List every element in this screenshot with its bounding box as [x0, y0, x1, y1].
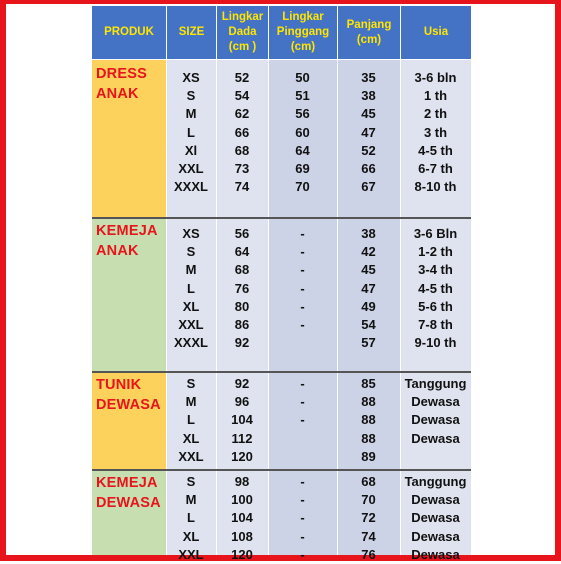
cell-panjang: 42	[361, 244, 376, 260]
cell-pinggang: -	[300, 244, 305, 260]
cell-dada: 92	[234, 376, 250, 391]
cell-size: XXXL	[174, 335, 208, 351]
cell-panjang: 47	[361, 280, 376, 296]
cell-dada: 74	[234, 179, 250, 195]
table-row	[166, 142, 471, 160]
cell-usia: Dewasa	[411, 546, 460, 562]
cell-pinggang	[268, 430, 337, 448]
cell-panjang: 52	[361, 142, 376, 158]
table-row	[166, 334, 471, 352]
cell-dada: 112	[231, 430, 253, 446]
table-row	[166, 87, 471, 105]
header-lingkar-dada: Lingkar Dada (cm )	[221, 11, 264, 53]
cell-size: XS	[182, 70, 200, 85]
table-row	[166, 430, 471, 448]
cell-panjang: 38	[361, 88, 376, 104]
cell-pinggang: -	[300, 492, 305, 508]
header-usia: Usia	[423, 26, 449, 38]
cell-size: L	[187, 280, 195, 296]
product-name: KEMEJA DEWASA	[96, 475, 161, 511]
cell-dada: 104	[231, 510, 253, 526]
cell-usia: 4-5 th	[418, 280, 453, 296]
cell-dada: 96	[234, 394, 250, 410]
cell-pinggang: -	[300, 528, 305, 544]
table-row	[166, 160, 471, 178]
table-row	[166, 316, 471, 334]
cell-dada: 68	[234, 262, 250, 278]
cell-pinggang: -	[300, 226, 305, 241]
cell-panjang: 89	[361, 448, 376, 464]
cell-dada: 56	[234, 226, 250, 241]
cell-panjang: 88	[361, 412, 376, 428]
cell-pinggang: -	[300, 280, 305, 296]
cell-pinggang: 69	[295, 161, 310, 176]
cell-usia: 3 th	[423, 124, 448, 140]
cell-panjang: 45	[361, 106, 376, 122]
table-row	[166, 280, 471, 298]
table-row	[166, 178, 471, 196]
cell-panjang: 85	[361, 376, 376, 391]
cell-usia: 3-4 th	[418, 262, 453, 278]
cell-pinggang: 50	[295, 70, 310, 85]
header-panjang: Panjang (cm)	[346, 18, 392, 46]
cell-panjang: 38	[361, 226, 376, 241]
table-row	[166, 69, 471, 87]
cell-dada: 108	[231, 528, 253, 544]
cell-dada: 54	[234, 88, 250, 104]
cell-usia: 1-2 th	[418, 244, 453, 260]
cell-dada: 76	[234, 280, 250, 296]
cell-panjang: 49	[361, 298, 376, 314]
cell-pinggang: -	[300, 474, 305, 489]
cell-size: L	[187, 124, 195, 140]
size-chart-table	[92, 6, 471, 562]
cell-size: XXL	[178, 317, 204, 332]
cell-panjang: 35	[361, 70, 376, 85]
product-name: TUNIK DEWASA	[96, 377, 161, 413]
cell-usia: Dewasa	[411, 394, 460, 410]
table-row	[166, 411, 471, 429]
table-row	[166, 546, 471, 564]
cell-usia: 4-5 th	[418, 142, 453, 158]
cell-size: XXL	[178, 161, 204, 176]
cell-dada: 86	[234, 317, 250, 332]
cell-dada: 120	[231, 546, 253, 562]
cell-pinggang: -	[300, 412, 305, 428]
cell-usia: Dewasa	[411, 412, 460, 428]
cell-usia: 2 th	[423, 106, 448, 122]
table-row	[166, 473, 471, 491]
cell-size: S	[186, 376, 196, 391]
cell-size: XL	[182, 528, 200, 544]
cell-usia: 1 th	[423, 88, 448, 104]
cell-usia: Dewasa	[411, 510, 460, 526]
cell-dada: 80	[234, 298, 250, 314]
cell-panjang: 76	[361, 546, 376, 562]
cell-dada: 64	[234, 244, 250, 260]
cell-pinggang: 70	[295, 179, 310, 195]
table-row	[166, 393, 471, 411]
cell-usia: 9-10 th	[414, 335, 457, 351]
cell-panjang: 54	[361, 317, 376, 332]
cell-panjang: 68	[361, 474, 376, 489]
cell-usia: Dewasa	[411, 430, 460, 446]
product-section	[92, 217, 471, 371]
table-row	[166, 491, 471, 509]
table-row	[166, 225, 471, 243]
cell-size: XXXL	[174, 179, 208, 195]
cell-panjang: 88	[361, 430, 376, 446]
cell-dada: 66	[234, 124, 250, 140]
product-section	[92, 469, 471, 562]
cell-pinggang: 51	[295, 88, 310, 104]
header-produk: PRODUK	[104, 26, 154, 38]
product-name: DRESS ANAK	[96, 66, 147, 102]
cell-pinggang	[268, 334, 337, 352]
product-name: KEMEJA ANAK	[96, 223, 158, 259]
table-row	[166, 124, 471, 142]
header-size: SIZE	[178, 26, 205, 38]
cell-size: L	[187, 412, 195, 428]
cell-panjang: 70	[361, 492, 376, 508]
cell-panjang: 47	[361, 124, 376, 140]
table-row	[166, 298, 471, 316]
cell-size: S	[186, 88, 196, 104]
cell-size: M	[185, 262, 197, 278]
cell-usia: 8-10 th	[414, 179, 457, 195]
product-section	[92, 371, 471, 469]
cell-usia: 3-6 bln	[414, 70, 457, 85]
cell-pinggang: -	[300, 510, 305, 526]
table-header	[92, 6, 471, 59]
cell-pinggang: -	[300, 298, 305, 314]
cell-dada: 92	[234, 335, 250, 351]
table-row	[166, 528, 471, 546]
product-section	[92, 60, 471, 217]
cell-size: M	[185, 394, 197, 410]
cell-size: XL	[182, 430, 200, 446]
cell-size: M	[185, 106, 197, 122]
table-row	[166, 375, 471, 393]
cell-size: Xl	[184, 142, 198, 158]
cell-panjang: 66	[361, 161, 376, 176]
cell-usia: Tanggung	[404, 474, 467, 489]
cell-usia	[400, 448, 471, 466]
cell-pinggang: 64	[295, 142, 310, 158]
cell-dada: 120	[231, 448, 253, 464]
cell-size: XXL	[178, 546, 204, 562]
cell-panjang: 57	[361, 335, 376, 351]
table-row	[166, 509, 471, 527]
cell-dada: 104	[231, 412, 253, 428]
cell-dada: 62	[234, 106, 250, 122]
table-row	[166, 448, 471, 466]
cell-usia: Tanggung	[404, 376, 467, 391]
cell-pinggang: -	[300, 376, 305, 391]
cell-panjang: 45	[361, 262, 376, 278]
cell-size: XS	[182, 226, 200, 241]
cell-size: XL	[182, 298, 200, 314]
cell-dada: 52	[234, 70, 250, 85]
cell-pinggang: 60	[295, 124, 310, 140]
cell-dada: 100	[231, 492, 253, 508]
cell-panjang: 74	[361, 528, 376, 544]
table-row	[166, 105, 471, 123]
cell-size: L	[187, 510, 195, 526]
table-row	[166, 261, 471, 279]
cell-dada: 73	[234, 161, 250, 176]
cell-pinggang: -	[300, 394, 305, 410]
cell-dada: 68	[234, 142, 250, 158]
cell-pinggang: 56	[295, 106, 310, 122]
cell-usia: 5-6 th	[418, 298, 453, 314]
cell-size: M	[185, 492, 197, 508]
cell-panjang: 72	[361, 510, 376, 526]
cell-pinggang: -	[300, 317, 305, 332]
cell-panjang: 67	[361, 179, 376, 195]
cell-usia: 3-6 Bln	[413, 226, 458, 241]
cell-size: XXL	[178, 448, 204, 464]
table-row	[166, 243, 471, 261]
cell-pinggang	[268, 448, 337, 466]
cell-usia: 6-7 th	[418, 161, 453, 176]
cell-pinggang: -	[300, 546, 305, 562]
header-lingkar-pinggang: Lingkar Pinggang (cm)	[276, 11, 330, 53]
cell-panjang: 88	[361, 394, 376, 410]
cell-pinggang: -	[300, 262, 305, 278]
cell-size: S	[186, 474, 196, 489]
cell-usia: Dewasa	[411, 492, 460, 508]
cell-usia: 7-8 th	[418, 317, 453, 332]
cell-usia: Dewasa	[411, 528, 460, 544]
cell-size: S	[186, 244, 196, 260]
cell-dada: 98	[234, 474, 250, 489]
